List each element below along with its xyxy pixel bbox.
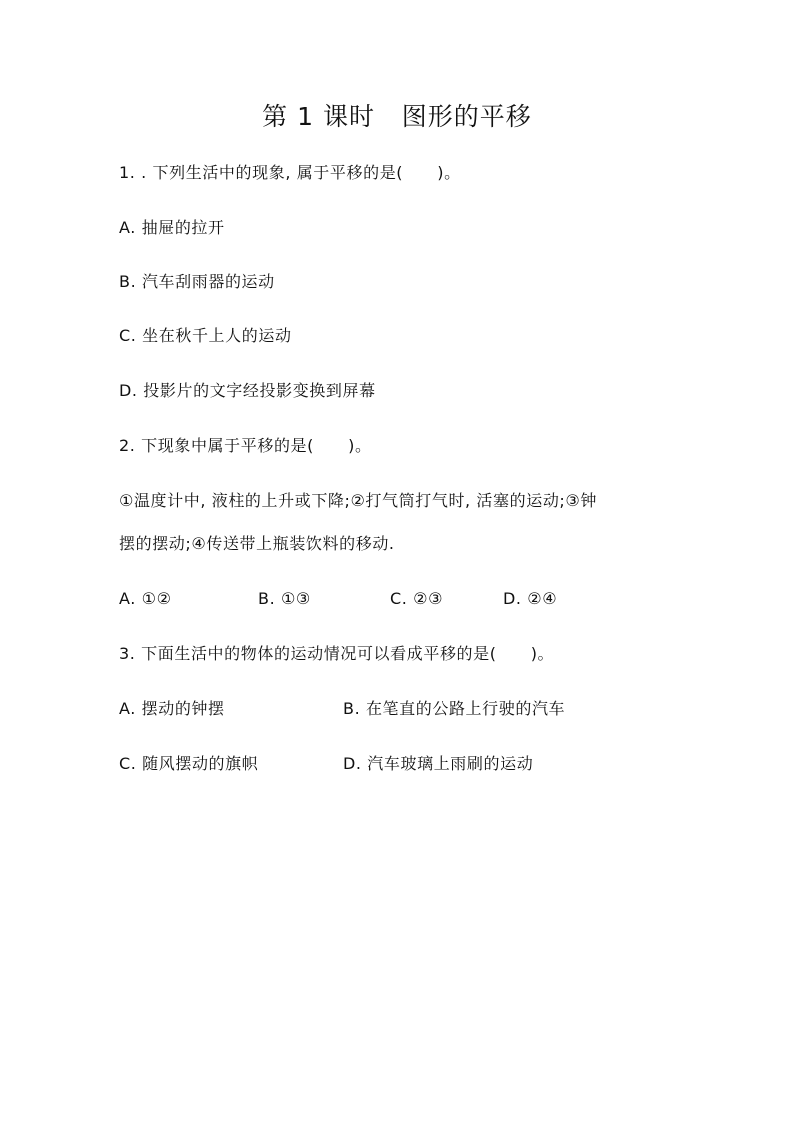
q1-option-d: D. 投影片的文字经投影变换到屏幕 [119,381,376,400]
q3-option-b: B. 在笔直的公路上行驶的汽车 [343,699,566,718]
q3-option-d: D. 汽车玻璃上雨刷的运动 [343,754,534,773]
q1-stem: 1. . 下列生活中的现象, 属于平移的是( )。 [119,163,461,182]
q1-option-b: B. 汽车刮雨器的运动 [119,272,275,291]
q3-option-c: C. 随风摆动的旗帜 [119,754,259,773]
q2-stem: 2. 下现象中属于平移的是( )。 [119,436,372,455]
q1-option-c: C. 坐在秋千上人的运动 [119,326,292,345]
q2-body-line-1: ①温度计中, 液柱的上升或下降;②打气筒打气时, 活塞的运动;③钟 [119,491,597,510]
q2-body-line-2: 摆的摆动;④传送带上瓶装饮料的移动. [119,534,395,553]
q2-option-d: D. ②④ [503,589,558,608]
q3-stem: 3. 下面生活中的物体的运动情况可以看成平移的是( )。 [119,644,555,663]
page-title: 第 1 课时 图形的平移 [262,102,532,131]
q2-option-b: B. ①③ [258,589,311,608]
q1-option-a: A. 抽屉的拉开 [119,218,225,237]
q2-option-a: A. ①② [119,589,172,608]
q2-option-c: C. ②③ [390,589,444,608]
q3-option-a: A. 摆动的钟摆 [119,699,225,718]
